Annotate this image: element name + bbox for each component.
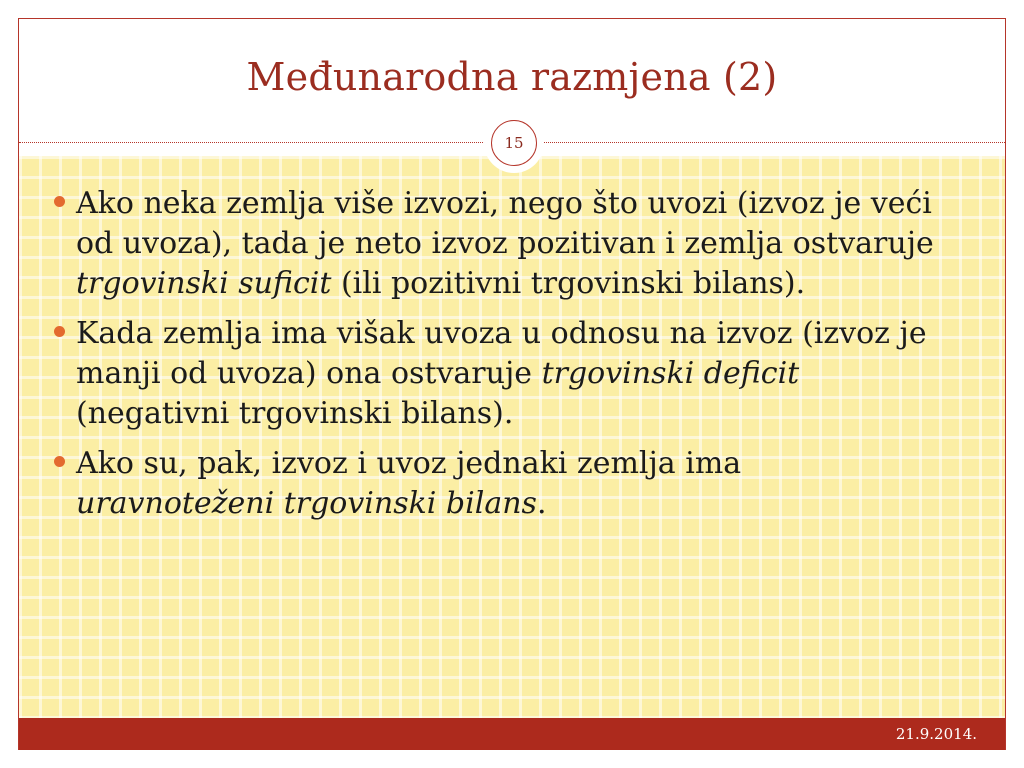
bullet-emphasis: trgovinski suficit: [76, 266, 332, 301]
bullet-text: .: [536, 486, 547, 521]
bullet-item: [48, 184, 948, 304]
page-number: 15: [491, 120, 537, 166]
bullet-emphasis: trgovinski deficit: [541, 356, 800, 391]
bullet-text: Ako su, pak, izvoz i uvoz jednaki zemlja ima: [76, 446, 742, 481]
bullet-emphasis: uravnoteženi trgovinski bilans: [76, 486, 537, 521]
orange-dot-icon: [54, 326, 65, 337]
slide-title: Međunarodna razmjena (2): [246, 55, 778, 99]
frame-right-border: [1005, 18, 1006, 750]
bullet-text: (ili pozitivni trgovinski bilans).: [331, 266, 806, 301]
footer-date: 21.9.2014.: [895, 725, 977, 743]
bullet-text: (negativni trgovinski bilans).: [76, 356, 819, 431]
bullet-list: [48, 184, 948, 534]
bullet-text: Kada zemlja ima višak uvoza u odnosu na izvoz (izvoz je manji od uvoza) ona ostvaruje: [76, 316, 927, 391]
page-number-badge: [484, 113, 544, 173]
bullet-item: [48, 444, 948, 524]
footer-bar: [19, 718, 1005, 750]
bullet-item: [48, 314, 948, 434]
bullet-text: Ako neka zemlja više izvozi, nego što uvozi (izvoz je veći od uvoza), tada je neto izvoz pozitivan i zemlja ostvaruje: [76, 186, 934, 261]
orange-dot-icon: [54, 196, 65, 207]
orange-dot-icon: [54, 456, 65, 467]
